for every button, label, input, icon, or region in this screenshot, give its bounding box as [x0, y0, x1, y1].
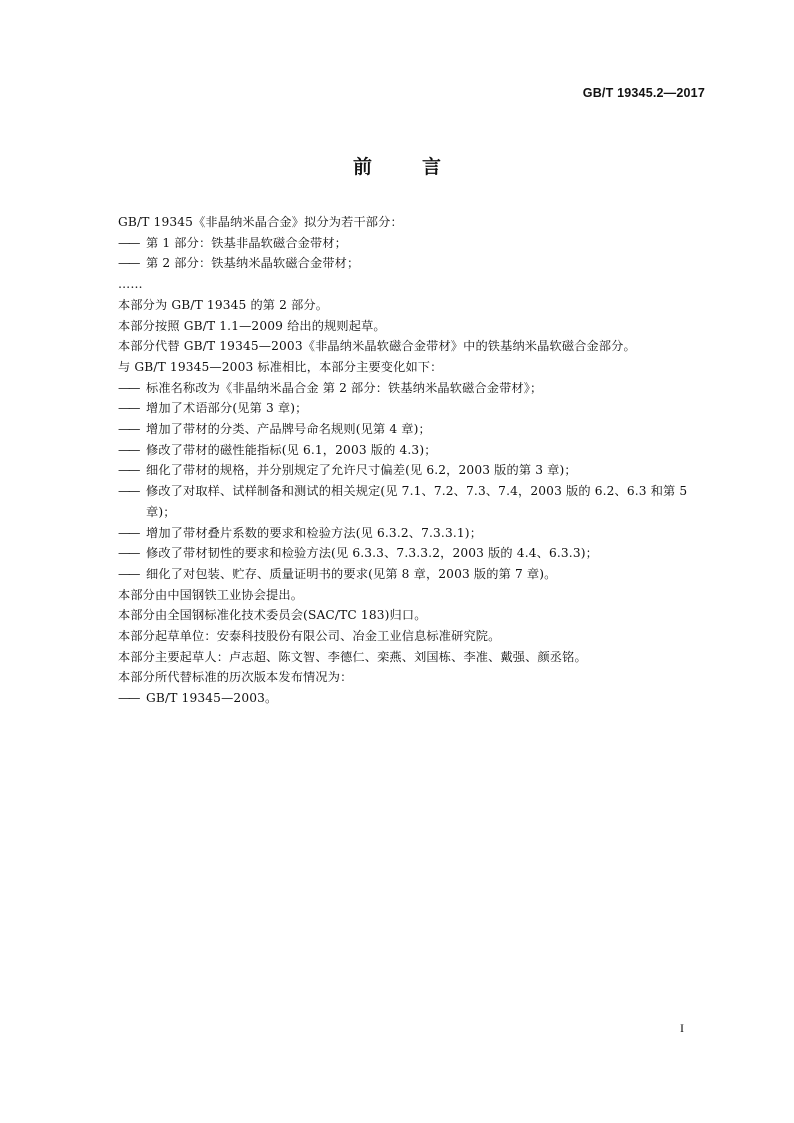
page-number: I — [680, 1021, 684, 1035]
list-item-text: 增加了带材叠片系数的要求和检验方法(见 6.3.2、7.3.3.1)； — [146, 525, 483, 540]
body-line — [118, 357, 708, 378]
list-item-text: 标准名称改为《非晶纳米晶合金 第 2 部分：铁基纳米晶软磁合金带材》； — [146, 380, 543, 395]
list-item-dash: —— — [118, 422, 139, 437]
body-line — [118, 626, 708, 647]
body-line — [118, 667, 708, 688]
body-line-text: 本部分所代替标准的历次版本发布情况为： — [118, 670, 353, 685]
body-line — [118, 585, 708, 606]
list-item — [118, 460, 708, 481]
list-item-text: 增加了术语部分(见第 3 章)； — [146, 401, 308, 416]
list-item-text: 细化了带材的规格，并分别规定了允许尺寸偏差(见 6.2，2003 版的第 3 章)； — [146, 463, 577, 478]
body-line-text: 本部分主要起草人：卢志超、陈文智、李德仁、栾燕、刘国栋、李准、戴强、颜丞铭。 — [118, 649, 587, 664]
list-item-dash: —— — [118, 525, 139, 540]
list-item — [118, 253, 708, 274]
list-item — [118, 543, 708, 564]
body-line-text: 与 GB/T 19345—2003 标准相比，本部分主要变化如下： — [118, 359, 443, 374]
list-item-dash: —— — [118, 463, 139, 478]
list-item-dash: —— — [118, 546, 139, 561]
body-line-text: 本部分由中国钢铁工业协会提出。 — [118, 587, 304, 602]
body-line-text: 本部分起草单位：安泰科技股份有限公司、冶金工业信息标准研究院。 — [118, 629, 501, 644]
page-title — [0, 152, 794, 179]
title-char-1: 前 — [352, 156, 372, 178]
body-line-text: GB/T 19345《非晶纳米晶合金》拟分为若干部分： — [118, 215, 403, 229]
body-line — [118, 647, 708, 668]
list-item-text: 增加了带材的分类、产品牌号命名规则(见第 4 章)； — [146, 422, 431, 437]
list-item-text: 修改了带材韧性的要求和检验方法(见 6.3.3、7.3.3.2，2003 版的 4.4、6.3.3)； — [146, 546, 598, 561]
title-char-2: 言 — [422, 156, 442, 178]
list-item-text: GB/T 19345—2003。 — [146, 691, 278, 706]
list-item-text: 第 1 部分：铁基非晶软磁合金带材； — [146, 235, 348, 250]
list-item-text: 修改了带材的磁性能指标(见 6.1，2003 版的 4.3)； — [146, 442, 437, 457]
list-item — [118, 481, 708, 522]
list-item-dash: —— — [118, 380, 139, 395]
list-item — [118, 419, 708, 440]
body-line-text: 本部分由全国钢标准化技术委员会(SAC/TC 183)归口。 — [118, 608, 427, 623]
list-item — [118, 378, 708, 399]
body-line-text: …… — [118, 277, 143, 292]
list-item-dash: —— — [118, 566, 139, 581]
list-item-text: 修改了对取样、试样制备和测试的相关规定(见 7.1、7.2、7.3、7.4，2003 版的 6.2、6.3 和第 5 章)； — [146, 484, 688, 519]
body-line-text: 本部分代替 GB/T 19345—2003《非晶纳米晶软磁合金带材》中的铁基纳米晶软磁合金部分。 — [118, 339, 636, 354]
list-item — [118, 440, 708, 461]
body-line — [118, 295, 708, 316]
list-item-dash: —— — [118, 691, 139, 706]
body-line — [118, 336, 708, 357]
body-line — [118, 212, 708, 233]
list-item-dash: —— — [118, 442, 139, 457]
list-item-dash: —— — [118, 484, 139, 499]
body-line — [118, 605, 708, 626]
body-line — [118, 316, 708, 337]
list-item — [118, 564, 708, 585]
list-item-text: 细化了对包装、贮存、质量证明书的要求(见第 8 章，2003 版的第 7 章)。 — [146, 566, 557, 581]
list-item-text: 第 2 部分：铁基纳米晶软磁合金带材； — [146, 256, 360, 271]
body-line-text: 本部分按照 GB/T 1.1—2009 给出的规则起草。 — [118, 318, 386, 333]
list-item — [118, 233, 708, 254]
list-item-dash: —— — [118, 401, 139, 416]
body-line-text: 本部分为 GB/T 19345 的第 2 部分。 — [118, 297, 329, 312]
list-item-dash: —— — [118, 256, 139, 271]
standard-number: GB/T 19345.2—2017 — [582, 86, 705, 100]
list-item — [118, 398, 708, 419]
body-line — [118, 274, 708, 295]
list-item-dash: —— — [118, 235, 139, 250]
list-item — [118, 523, 708, 544]
foreword-content — [118, 212, 708, 709]
list-item — [118, 688, 708, 709]
